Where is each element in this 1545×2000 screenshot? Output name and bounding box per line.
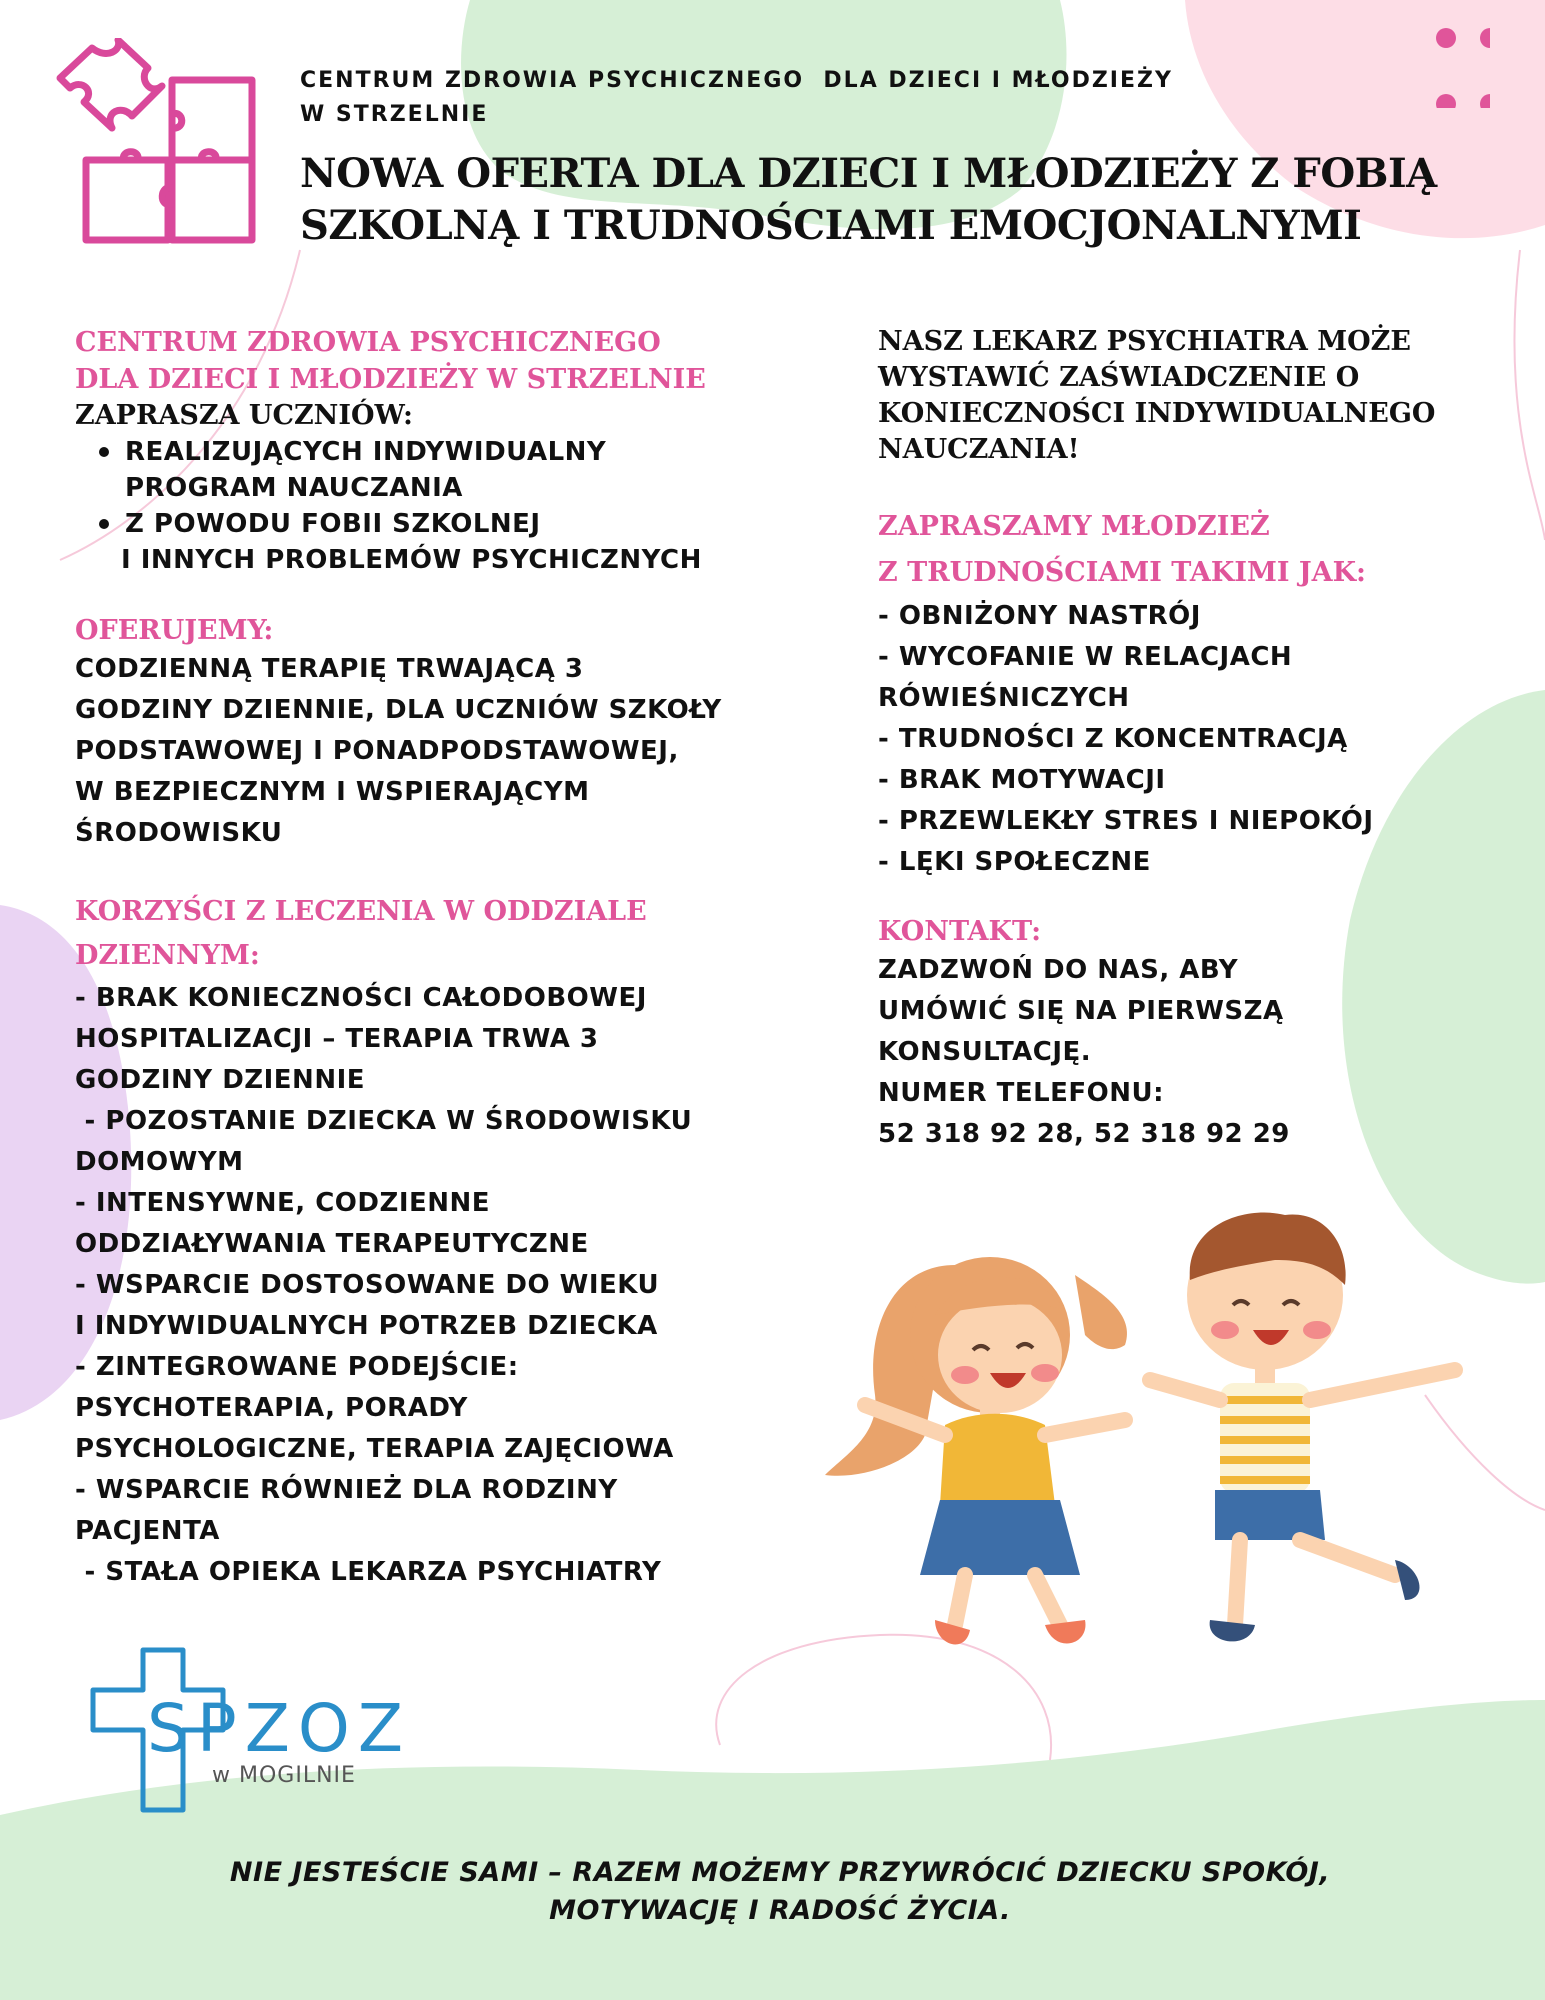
footer-slogan [160,1854,1400,1930]
benefit-line: - WSPARCIE RÓWNIEŻ DLA RODZINY [75,1475,618,1505]
right-column [878,324,1498,1155]
benefit-line: DOMOWYM [75,1147,244,1177]
benefit-line: - WSPARCIE DOSTOSOWANE DO WIEKU [75,1270,660,1300]
intro-heading-line-1: CENTRUM ZDROWIA PSYCHICZNEGO [75,327,661,358]
benefit-line: HOSPITALIZACJI – TERAPIA TRWA 3 [75,1024,599,1054]
benefits-heading-line-2: DZIENNYM: [75,940,260,971]
contact-text [878,950,1498,1155]
benefit-line: - ZINTEGROWANE PODEJŚCIE: [75,1352,519,1382]
difficulty-line: - LĘKI SPOŁECZNE [878,847,1151,877]
contact-line: ZADZWOŃ DO NAS, ABY [878,955,1239,985]
dots-decoration [1400,18,1490,108]
bullet-icon [99,519,109,529]
benefit-line: GODZINY DZIENNIE [75,1065,366,1095]
benefit-line: - INTENSYWNE, CODZIENNE [75,1188,491,1218]
difficulty-line: - BRAK MOTYWACJI [878,765,1166,795]
bullet-line: Z POWODU FOBII SZKOLNEJ [125,509,541,539]
boy-figure [1150,1213,1455,1642]
contact-heading: KONTAKT: [878,916,1042,947]
left-column [75,324,835,1593]
offer-line: CODZIENNĄ TERAPIĘ TRWAJĄCĄ 3 [75,654,584,684]
intro-heading [75,324,835,398]
difficulties-heading-line-2: Z TRUDNOŚCIAMI TAKIMI JAK: [878,557,1367,588]
contact-line: UMÓWIĆ SIĘ NA PIERWSZĄ [878,996,1284,1026]
offer-text [75,649,835,854]
difficulty-line: RÓWIEŚNICZYCH [878,683,1130,713]
benefit-line: PSYCHOTERAPIA, PORADY [75,1393,468,1423]
benefits-heading-line-1: KORZYŚCI Z LECZENIA W ODDZIALE [75,896,647,927]
benefit-line: ODDZIAŁYWANIA TERAPEUTYCZNE [75,1229,589,1259]
benefit-line: - POZOSTANIE DZIECKA W ŚRODOWISKU [75,1106,693,1136]
children-playing-illustration [805,1205,1485,1665]
doctor-line: NAUCZANIA! [878,434,1080,465]
difficulties-heading [878,504,1498,596]
logo-name: SPZOZ [147,1690,412,1767]
intro-bullets [75,434,835,578]
bullet-line: REALIZUJĄCYCH INDYWIDUALNY [125,437,607,467]
doctor-line: NASZ LEKARZ PSYCHIATRA MOŻE [878,326,1411,357]
bullet-icon [99,447,109,457]
offer-heading: OFERUJEMY: [75,615,274,646]
benefit-line: PSYCHOLOGICZNE, TERAPIA ZAJĘCIOWA [75,1434,674,1464]
offer-line: ŚRODOWISKU [75,818,283,848]
list-item [75,434,835,506]
offer-line: GODZINY DZIENNIE, DLA UCZNIÓW SZKOŁY [75,695,722,725]
difficulty-line: - OBNIŻONY NASTRÓJ [878,601,1201,631]
benefit-line: I INDYWIDUALNYCH POTRZEB DZIECKA [75,1311,658,1341]
difficulty-line: - PRZEWLEKŁY STRES I NIEPOKÓJ [878,806,1374,836]
difficulties-heading-line-1: ZAPRASZAMY MŁODZIEŻ [878,511,1270,542]
doctor-note [878,324,1498,468]
bullet-line: PROGRAM NAUCZANIA [125,473,463,503]
footer-line-2: MOTYWACJĘ I RADOŚĆ ŻYCIA. [549,1895,1011,1926]
logo-subtitle: w MOGILNIE [212,1763,356,1788]
list-item [75,506,835,578]
doctor-line: WYSTAWIĆ ZAŚWIADCZENIE O [878,362,1360,393]
org-line-1: CENTRUM ZDROWIA PSYCHICZNEGO DLA DZIECI I MŁODZIEŻY [300,68,1173,93]
difficulty-line: - TRUDNOŚCI Z KONCENTRACJĄ [878,724,1348,754]
bullet-line: I INNYCH PROBLEMÓW PSYCHICZNYCH [121,545,702,575]
phone-numbers: 52 318 92 28, 52 318 92 29 [878,1119,1290,1149]
contact-line: KONSULTACJĘ. [878,1037,1092,1067]
benefits-text [75,978,835,1593]
benefits-heading [75,890,835,978]
title-line-1: NOWA OFERTA DLA DZIECI I MŁODZIEŻY Z FOBIĄ [300,150,1437,197]
contact-line: NUMER TELEFONU: [878,1078,1165,1108]
org-line-2: W STRZELNIE [300,102,489,127]
difficulty-line: - WYCOFANIE W RELACJACH [878,642,1293,672]
offer-line: W BEZPIECZNYM I WSPIERAJĄCYM [75,777,590,807]
benefit-line: PACJENTA [75,1516,220,1546]
organization-name [300,64,1173,132]
doctor-line: KONIECZNOŚCI INDYWIDUALNEGO [878,398,1436,429]
benefit-line: - BRAK KONIECZNOŚCI CAŁODOBOWEJ [75,983,647,1013]
offer-line: PODSTAWOWEJ I PONADPODSTAWOWEJ, [75,736,679,766]
intro-heading-line-2: DLA DZIECI I MŁODZIEŻY W STRZELNIE [75,364,706,395]
benefit-line: - STAŁA OPIEKA LEKARZA PSYCHIATRY [75,1557,662,1587]
page-title [300,148,1500,252]
intro-invite: ZAPRASZA UCZNIÓW: [75,400,413,431]
girl-figure [825,1257,1127,1644]
title-line-2: SZKOLNĄ I TRUDNOŚCIAMI EMOCJONALNYMI [300,202,1362,249]
difficulties-list [878,596,1498,883]
footer-line-1: NIE JESTEŚCIE SAMI – RAZEM MOŻEMY PRZYWRÓCIĆ DZIECKU SPOKÓJ, [229,1857,1331,1888]
puzzle-icon [52,38,262,248]
